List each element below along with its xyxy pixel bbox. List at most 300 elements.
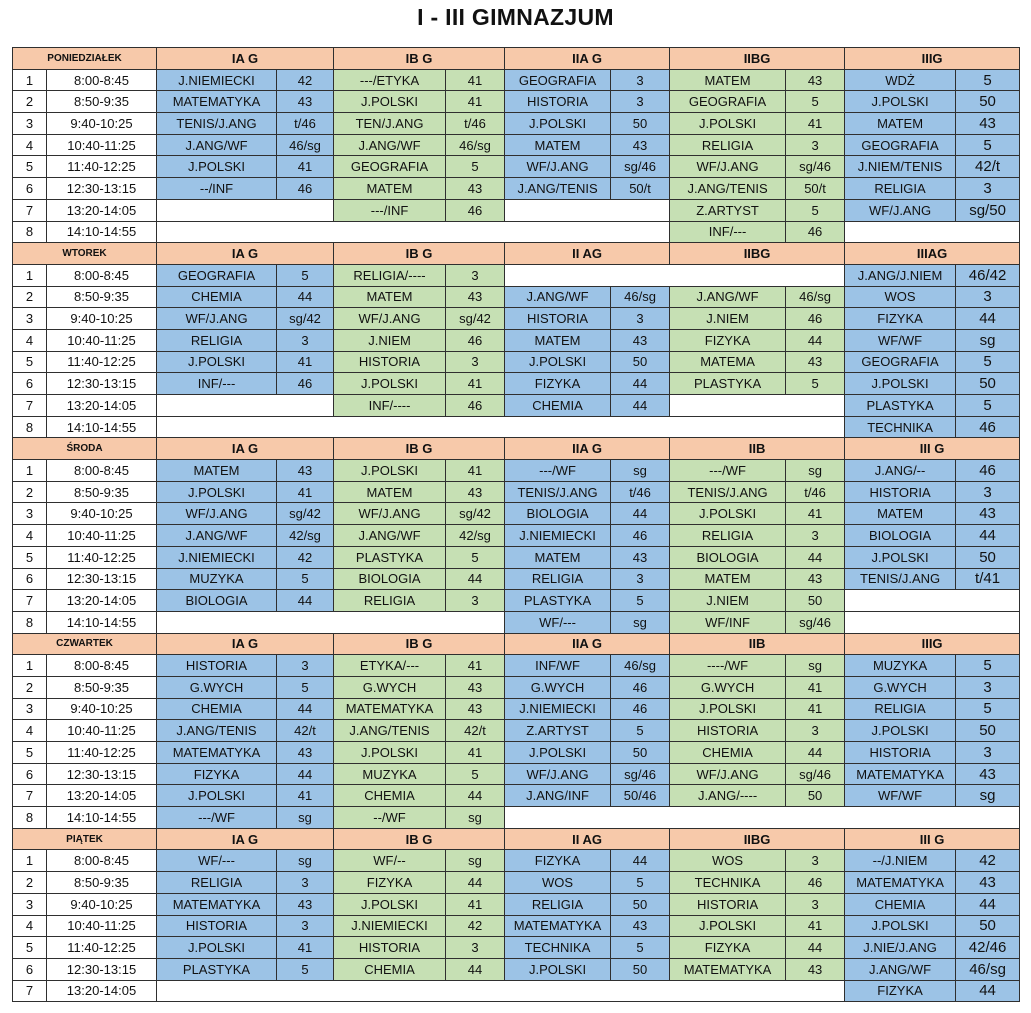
room-cell: sg — [611, 611, 670, 633]
room-cell: 5 — [446, 156, 505, 178]
subject-cell: BIOLOGIA — [157, 590, 277, 612]
lesson-row — [13, 395, 1020, 417]
room-cell: 3 — [611, 69, 670, 91]
subject-cell: PLASTYKA — [845, 395, 956, 417]
lesson-time: 9:40-10:25 — [47, 503, 157, 525]
lesson-number: 6 — [13, 568, 47, 590]
lesson-time: 10:40-11:25 — [47, 915, 157, 937]
lesson-number: 5 — [13, 546, 47, 568]
room-cell: 43 — [956, 113, 1020, 135]
lesson-number: 2 — [13, 872, 47, 894]
lesson-time: 8:00-8:45 — [47, 460, 157, 482]
lesson-row — [13, 286, 1020, 308]
subject-cell: HISTORIA — [670, 893, 786, 915]
lesson-time: 12:30-13:15 — [47, 178, 157, 200]
lesson-number: 7 — [13, 395, 47, 417]
room-cell: 50 — [611, 893, 670, 915]
class-header: IA G — [157, 438, 334, 460]
room-cell: sg — [446, 850, 505, 872]
lesson-time: 8:50-9:35 — [47, 872, 157, 894]
timetable — [12, 47, 1020, 1002]
room-cell: 42 — [277, 546, 334, 568]
subject-cell: MATEM — [157, 460, 277, 482]
room-cell: 43 — [956, 503, 1020, 525]
lesson-row — [13, 763, 1020, 785]
subject-cell: HISTORIA — [845, 481, 956, 503]
page-title: I - III GIMNAZJUM — [417, 4, 614, 30]
subject-cell: WF/J.ANG — [334, 503, 446, 525]
class-header: IIBG — [670, 243, 845, 265]
subject-cell: MATEM — [670, 568, 786, 590]
subject-cell: J.NIEM — [670, 590, 786, 612]
lesson-number: 5 — [13, 156, 47, 178]
subject-cell: ---/ETYKA — [334, 69, 446, 91]
subject-cell: G.WYCH — [505, 676, 611, 698]
lesson-row — [13, 872, 1020, 894]
lesson-time: 14:10-14:55 — [47, 221, 157, 243]
subject-cell: TECHNIKA — [845, 416, 956, 438]
day-header-row — [13, 633, 1020, 655]
subject-cell: FIZYKA — [157, 763, 277, 785]
room-cell: 5 — [611, 937, 670, 959]
lesson-row — [13, 416, 1020, 438]
room-cell: 3 — [956, 286, 1020, 308]
subject-cell: MATEM — [670, 69, 786, 91]
empty-slot — [505, 807, 1020, 829]
subject-cell: INF/---- — [334, 395, 446, 417]
subject-cell: J.POLSKI — [157, 481, 277, 503]
subject-cell: J.POLSKI — [157, 937, 277, 959]
subject-cell: PLASTYKA — [157, 958, 277, 980]
subject-cell: FIZYKA — [670, 329, 786, 351]
room-cell: 46 — [446, 199, 505, 221]
lesson-number: 4 — [13, 525, 47, 547]
empty-slot — [845, 590, 1020, 612]
lesson-number: 4 — [13, 915, 47, 937]
empty-slot — [505, 264, 845, 286]
lesson-time: 8:00-8:45 — [47, 655, 157, 677]
room-cell: 44 — [786, 546, 845, 568]
room-cell: 41 — [446, 373, 505, 395]
room-cell: 44 — [956, 980, 1020, 1002]
room-cell: 41 — [786, 113, 845, 135]
subject-cell: INF/--- — [157, 373, 277, 395]
subject-cell: CHEMIA — [845, 893, 956, 915]
lesson-number: 6 — [13, 373, 47, 395]
room-cell: 3 — [786, 134, 845, 156]
room-cell: 50 — [786, 785, 845, 807]
room-cell: 43 — [786, 568, 845, 590]
room-cell: 46/sg — [956, 958, 1020, 980]
subject-cell: J.POLSKI — [670, 113, 786, 135]
room-cell: 3 — [786, 893, 845, 915]
lesson-row — [13, 69, 1020, 91]
room-cell: 42/sg — [446, 525, 505, 547]
subject-cell: MATEMA — [670, 351, 786, 373]
subject-cell: MATEM — [334, 481, 446, 503]
room-cell: sg — [446, 807, 505, 829]
lesson-time: 12:30-13:15 — [47, 373, 157, 395]
lesson-row — [13, 590, 1020, 612]
subject-cell: TECHNIKA — [505, 937, 611, 959]
empty-slot — [157, 221, 670, 243]
room-cell: 41 — [277, 481, 334, 503]
room-cell: 50/t — [611, 178, 670, 200]
subject-cell: J.NIEMIECKI — [505, 525, 611, 547]
class-header: IIB — [670, 633, 845, 655]
room-cell: 3 — [446, 351, 505, 373]
room-cell: 44 — [611, 503, 670, 525]
room-cell: 3 — [277, 872, 334, 894]
class-header: III G — [845, 438, 1020, 460]
subject-cell: RELIGIA — [505, 893, 611, 915]
room-cell: 42 — [446, 915, 505, 937]
room-cell: 41 — [786, 698, 845, 720]
room-cell: 50 — [611, 113, 670, 135]
room-cell: 46/42 — [956, 264, 1020, 286]
room-cell: 43 — [956, 763, 1020, 785]
room-cell: 46/sg — [446, 134, 505, 156]
class-header: II AG — [505, 828, 670, 850]
subject-cell: WF/J.ANG — [505, 763, 611, 785]
room-cell: 50 — [786, 590, 845, 612]
lesson-row — [13, 373, 1020, 395]
subject-cell: J.POLSKI — [157, 785, 277, 807]
subject-cell: WF/J.ANG — [157, 503, 277, 525]
room-cell: 5 — [611, 872, 670, 894]
subject-cell: WF/INF — [670, 611, 786, 633]
subject-cell: FIZYKA — [845, 308, 956, 330]
lesson-time: 12:30-13:15 — [47, 568, 157, 590]
lesson-time: 10:40-11:25 — [47, 720, 157, 742]
room-cell: 44 — [956, 308, 1020, 330]
subject-cell: J.NIEMIECKI — [505, 698, 611, 720]
room-cell: 41 — [786, 503, 845, 525]
lesson-number: 7 — [13, 199, 47, 221]
room-cell: 44 — [446, 872, 505, 894]
room-cell: 44 — [611, 395, 670, 417]
subject-cell: --/WF — [334, 807, 446, 829]
subject-cell: MUZYKA — [845, 655, 956, 677]
lesson-row — [13, 676, 1020, 698]
subject-cell: HISTORIA — [157, 655, 277, 677]
room-cell: 42 — [277, 69, 334, 91]
lesson-time: 8:50-9:35 — [47, 286, 157, 308]
lesson-row — [13, 351, 1020, 373]
room-cell: 50 — [956, 915, 1020, 937]
room-cell: 5 — [446, 546, 505, 568]
subject-cell: J.POLSKI — [157, 351, 277, 373]
room-cell: 5 — [956, 351, 1020, 373]
subject-cell: J.POLSKI — [505, 351, 611, 373]
subject-cell: HISTORIA — [334, 937, 446, 959]
subject-cell: WOS — [505, 872, 611, 894]
room-cell: 5 — [277, 568, 334, 590]
room-cell: 46 — [446, 329, 505, 351]
room-cell: 46 — [611, 676, 670, 698]
subject-cell: J.ANG/TENIS — [505, 178, 611, 200]
room-cell: 46 — [786, 308, 845, 330]
lesson-number: 1 — [13, 850, 47, 872]
lesson-number: 4 — [13, 134, 47, 156]
room-cell: sg/46 — [786, 156, 845, 178]
room-cell: 42 — [956, 850, 1020, 872]
subject-cell: CHEMIA — [334, 958, 446, 980]
lesson-number: 5 — [13, 742, 47, 764]
room-cell: sg/46 — [611, 156, 670, 178]
subject-cell: TENIS/J.ANG — [670, 481, 786, 503]
room-cell: 41 — [446, 655, 505, 677]
lesson-number: 5 — [13, 937, 47, 959]
class-header: IA G — [157, 828, 334, 850]
lesson-row — [13, 742, 1020, 764]
lesson-time: 10:40-11:25 — [47, 525, 157, 547]
lesson-time: 11:40-12:25 — [47, 351, 157, 373]
lesson-number: 2 — [13, 286, 47, 308]
subject-cell: J.NIEM — [334, 329, 446, 351]
subject-cell: FIZYKA — [505, 373, 611, 395]
subject-cell: MATEMATYKA — [845, 872, 956, 894]
room-cell: 5 — [956, 134, 1020, 156]
subject-cell: MUZYKA — [157, 568, 277, 590]
lesson-number: 7 — [13, 590, 47, 612]
room-cell: 41 — [277, 156, 334, 178]
room-cell: 3 — [277, 329, 334, 351]
room-cell: 5 — [277, 958, 334, 980]
subject-cell: ---/WF — [670, 460, 786, 482]
lesson-number: 1 — [13, 69, 47, 91]
subject-cell: WF/-- — [334, 850, 446, 872]
lesson-row — [13, 113, 1020, 135]
room-cell: 43 — [446, 286, 505, 308]
room-cell: 41 — [446, 91, 505, 113]
room-cell: t/41 — [956, 568, 1020, 590]
room-cell: sg — [956, 785, 1020, 807]
subject-cell: BIOLOGIA — [334, 568, 446, 590]
room-cell: 50/t — [786, 178, 845, 200]
room-cell: 44 — [786, 742, 845, 764]
subject-cell: GEOGRAFIA — [334, 156, 446, 178]
subject-cell: J.POLSKI — [845, 546, 956, 568]
subject-cell: RELIGIA — [157, 872, 277, 894]
room-cell: 44 — [956, 525, 1020, 547]
empty-slot — [845, 611, 1020, 633]
subject-cell: J.ANG/WF — [505, 286, 611, 308]
lesson-number: 5 — [13, 351, 47, 373]
subject-cell: HISTORIA — [505, 91, 611, 113]
lesson-time: 9:40-10:25 — [47, 308, 157, 330]
room-cell: 44 — [446, 568, 505, 590]
lesson-time: 9:40-10:25 — [47, 113, 157, 135]
lesson-row — [13, 958, 1020, 980]
room-cell: 5 — [956, 395, 1020, 417]
lesson-number: 6 — [13, 958, 47, 980]
empty-slot — [157, 611, 505, 633]
room-cell: sg/46 — [611, 763, 670, 785]
class-header: IIA G — [505, 633, 670, 655]
room-cell: 42/t — [956, 156, 1020, 178]
room-cell: 46/sg — [611, 286, 670, 308]
room-cell: 3 — [277, 655, 334, 677]
subject-cell: ETYKA/--- — [334, 655, 446, 677]
room-cell: 43 — [956, 872, 1020, 894]
class-header: IB G — [334, 438, 505, 460]
lesson-number: 1 — [13, 655, 47, 677]
subject-cell: PLASTYKA — [505, 590, 611, 612]
room-cell: 3 — [611, 568, 670, 590]
lesson-number: 6 — [13, 178, 47, 200]
room-cell: sg/46 — [786, 763, 845, 785]
empty-slot — [157, 199, 334, 221]
lesson-row — [13, 546, 1020, 568]
lesson-number: 3 — [13, 308, 47, 330]
room-cell: 43 — [611, 915, 670, 937]
room-cell: 41 — [786, 915, 845, 937]
room-cell: 41 — [277, 785, 334, 807]
subject-cell: --/INF — [157, 178, 277, 200]
room-cell: 5 — [956, 698, 1020, 720]
room-cell: 5 — [446, 763, 505, 785]
room-cell: 41 — [446, 742, 505, 764]
room-cell: 50 — [956, 720, 1020, 742]
subject-cell: WF/WF — [845, 329, 956, 351]
room-cell: 43 — [786, 351, 845, 373]
class-header: IIIAG — [845, 243, 1020, 265]
subject-cell: FIZYKA — [505, 850, 611, 872]
subject-cell: J.POLSKI — [845, 373, 956, 395]
lesson-row — [13, 503, 1020, 525]
subject-cell: INF/--- — [670, 221, 786, 243]
subject-cell: PLASTYKA — [670, 373, 786, 395]
lesson-time: 9:40-10:25 — [47, 698, 157, 720]
subject-cell: BIOLOGIA — [670, 546, 786, 568]
day-name: PIĄTEK — [13, 828, 157, 850]
subject-cell: CHEMIA — [505, 395, 611, 417]
room-cell: 50/46 — [611, 785, 670, 807]
room-cell: sg/42 — [446, 308, 505, 330]
subject-cell: J.ANG/TENIS — [670, 178, 786, 200]
lesson-row — [13, 199, 1020, 221]
subject-cell: J.POLSKI — [845, 91, 956, 113]
day-header-row — [13, 243, 1020, 265]
room-cell: 46 — [277, 373, 334, 395]
class-header: IB G — [334, 48, 505, 70]
room-cell: 46 — [786, 221, 845, 243]
lesson-row — [13, 915, 1020, 937]
lesson-row — [13, 178, 1020, 200]
room-cell: 43 — [277, 742, 334, 764]
lesson-time: 11:40-12:25 — [47, 546, 157, 568]
subject-cell: WF/J.ANG — [845, 199, 956, 221]
class-header: IA G — [157, 243, 334, 265]
subject-cell: J.POLSKI — [670, 503, 786, 525]
lesson-number: 3 — [13, 113, 47, 135]
subject-cell: RELIGIA — [670, 134, 786, 156]
subject-cell: J.ANG/INF — [505, 785, 611, 807]
room-cell: 5 — [786, 91, 845, 113]
lesson-row — [13, 264, 1020, 286]
room-cell: 50 — [956, 546, 1020, 568]
subject-cell: CHEMIA — [334, 785, 446, 807]
subject-cell: HISTORIA — [670, 720, 786, 742]
room-cell: 41 — [446, 893, 505, 915]
room-cell: 5 — [277, 264, 334, 286]
subject-cell: WF/J.ANG — [670, 156, 786, 178]
subject-cell: ---/WF — [505, 460, 611, 482]
room-cell: t/46 — [277, 113, 334, 135]
lesson-time: 8:00-8:45 — [47, 264, 157, 286]
room-cell: 44 — [786, 937, 845, 959]
room-cell: 50 — [956, 373, 1020, 395]
lesson-row — [13, 720, 1020, 742]
lesson-number: 8 — [13, 416, 47, 438]
subject-cell: MATEM — [505, 546, 611, 568]
subject-cell: RELIGIA — [334, 590, 446, 612]
lesson-time: 13:20-14:05 — [47, 199, 157, 221]
subject-cell: RELIGIA/---- — [334, 264, 446, 286]
room-cell: 43 — [277, 91, 334, 113]
lesson-row — [13, 980, 1020, 1002]
subject-cell: WF/J.ANG — [334, 308, 446, 330]
subject-cell: WOS — [670, 850, 786, 872]
room-cell: 44 — [611, 850, 670, 872]
room-cell: 3 — [611, 91, 670, 113]
room-cell: 46 — [956, 416, 1020, 438]
room-cell: 5 — [786, 199, 845, 221]
subject-cell: WOS — [845, 286, 956, 308]
subject-cell: J.POLSKI — [334, 460, 446, 482]
lesson-row — [13, 611, 1020, 633]
subject-cell: J.NIEMIECKI — [334, 915, 446, 937]
subject-cell: J.ANG/WF — [670, 286, 786, 308]
room-cell: 42/sg — [277, 525, 334, 547]
lesson-number: 2 — [13, 676, 47, 698]
lesson-row — [13, 460, 1020, 482]
subject-cell: J.POLSKI — [505, 958, 611, 980]
room-cell: sg — [956, 329, 1020, 351]
subject-cell: J.ANG/WF — [157, 525, 277, 547]
room-cell: 44 — [786, 329, 845, 351]
lesson-number: 6 — [13, 763, 47, 785]
subject-cell: J.POLSKI — [670, 698, 786, 720]
room-cell: sg — [786, 655, 845, 677]
lesson-number: 4 — [13, 329, 47, 351]
subject-cell: TENIS/J.ANG — [157, 113, 277, 135]
lesson-time: 13:20-14:05 — [47, 785, 157, 807]
room-cell: 46 — [956, 460, 1020, 482]
subject-cell: ---/WF — [157, 807, 277, 829]
subject-cell: TENIS/J.ANG — [505, 481, 611, 503]
lesson-number: 8 — [13, 611, 47, 633]
lesson-row — [13, 308, 1020, 330]
subject-cell: RELIGIA — [845, 178, 956, 200]
room-cell: sg/50 — [956, 199, 1020, 221]
room-cell: 44 — [956, 893, 1020, 915]
room-cell: sg/46 — [786, 611, 845, 633]
lesson-number: 3 — [13, 893, 47, 915]
class-header: IIIG — [845, 633, 1020, 655]
subject-cell: GEOGRAFIA — [505, 69, 611, 91]
room-cell: 5 — [956, 655, 1020, 677]
room-cell: 5 — [786, 373, 845, 395]
lesson-time: 8:50-9:35 — [47, 91, 157, 113]
subject-cell: CHEMIA — [670, 742, 786, 764]
subject-cell: MATEMATYKA — [157, 742, 277, 764]
subject-cell: HISTORIA — [845, 742, 956, 764]
room-cell: t/46 — [786, 481, 845, 503]
room-cell: 41 — [277, 351, 334, 373]
subject-cell: FIZYKA — [334, 872, 446, 894]
